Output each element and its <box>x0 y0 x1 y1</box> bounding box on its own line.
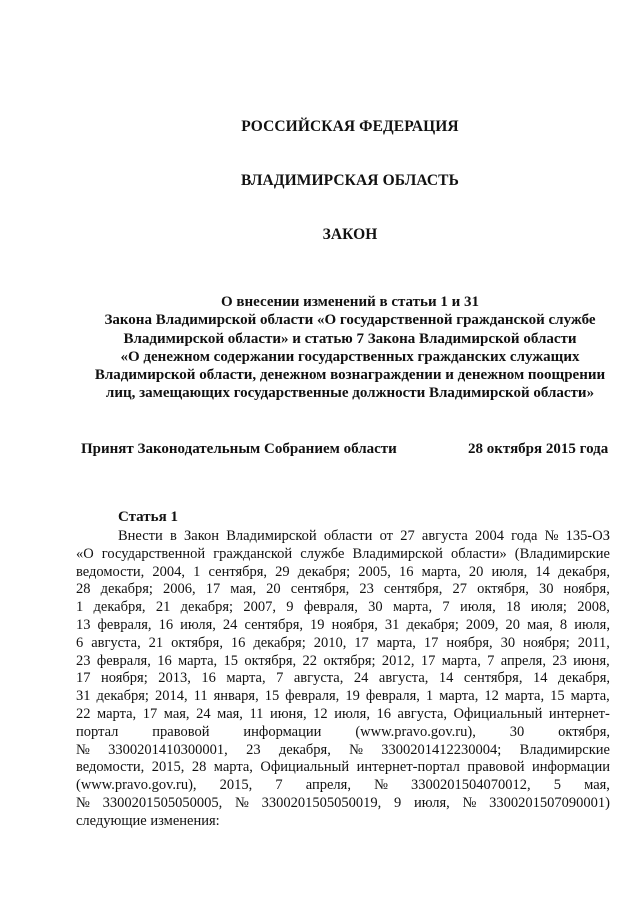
title-line: Закона Владимирской области «О государственной гражданской службе <box>104 312 596 329</box>
article-line: № 3300201505050005, № 3300201505050019, 9 июля, № 3300201507090001) <box>76 794 610 811</box>
article-line: (www.pravo.gov.ru), 2015, 7 апреля, № 3300201504070012, 5 мая, <box>76 777 610 794</box>
adopted-by-text: Принят Законодательным Собранием области <box>81 441 397 457</box>
document-type-heading: ЗАКОН <box>322 226 378 243</box>
title-line: Владимирской области, денежном вознаграждении и денежном поощрении <box>94 367 606 384</box>
article-line: 31 декабря; 2014, 11 января, 15 февраля, 19 февраля, 1 марта, 12 марта, 15 марта, <box>76 688 610 705</box>
region-heading: ВЛАДИМИРСКАЯ ОБЛАСТЬ <box>241 172 459 189</box>
article-body <box>76 528 610 831</box>
article-line: «О государственной гражданской службе Владимирской области» (Владимирские <box>76 545 610 562</box>
article-line: портал правовой информации (www.pravo.gov.ru), 30 октября, <box>76 723 610 740</box>
article-line: № 3300201410300001, 23 декабря, № 3300201412230004; Владимирские <box>76 741 610 758</box>
article-line: 23 февраля, 16 марта, 15 октября, 22 октября; 2012, 17 марта, 7 апреля, 23 июня, <box>76 652 610 669</box>
article-line: 17 ноября; 2013, 16 марта, 7 августа, 24 августа, 14 сентября, 14 декабря, <box>76 670 610 687</box>
article-line: 13 февраля, 16 июля, 24 сентября, 19 ноября, 31 декабря; 2009, 20 мая, 8 июля, <box>76 616 610 633</box>
adoption-date: 28 октября 2015 года <box>468 441 609 457</box>
article-heading: Статья 1 <box>118 509 178 525</box>
article-line: ведомости, 2015, 28 марта, Официальный интернет-портал правовой информации <box>76 759 610 776</box>
law-title <box>60 293 640 403</box>
article-line: 22 марта, 17 мая, 24 мая, 11 июня, 12 июля, 16 августа, Официальный интернет- <box>76 705 610 722</box>
country-heading: РОССИЙСКАЯ ФЕДЕРАЦИЯ <box>241 118 459 135</box>
title-line: О внесении изменений в статьи 1 и 31 <box>221 294 479 310</box>
article-line: ведомости, 2004, 1 сентября, 29 декабря; 2005, 16 марта, 20 июля, 14 декабря, <box>76 563 610 580</box>
article-line: 28 декабря; 2006, 17 мая, 20 сентября, 23 сентября, 27 октября, 30 ноября, <box>76 581 610 598</box>
article-line: 1 декабря, 21 декабря; 2007, 9 февраля, 30 марта, 7 июля, 18 июля; 2008, <box>76 599 610 616</box>
title-line: лиц, замещающих государственные должности Владимирской области» <box>105 385 595 402</box>
article-line: следующие изменения: <box>76 812 220 829</box>
title-line: «О денежном содержании государственных гражданских служащих <box>120 348 580 365</box>
title-line: Владимирской области» и статью 7 Закона Владимирской области <box>123 330 577 347</box>
article-line: 6 августа, 21 октября, 16 декабря; 2010, 17 марта, 17 ноября, 30 ноября; 2011, <box>76 634 610 651</box>
article-line: Внести в Закон Владимирской области от 27 августа 2004 года № 135-ОЗ <box>118 528 610 544</box>
